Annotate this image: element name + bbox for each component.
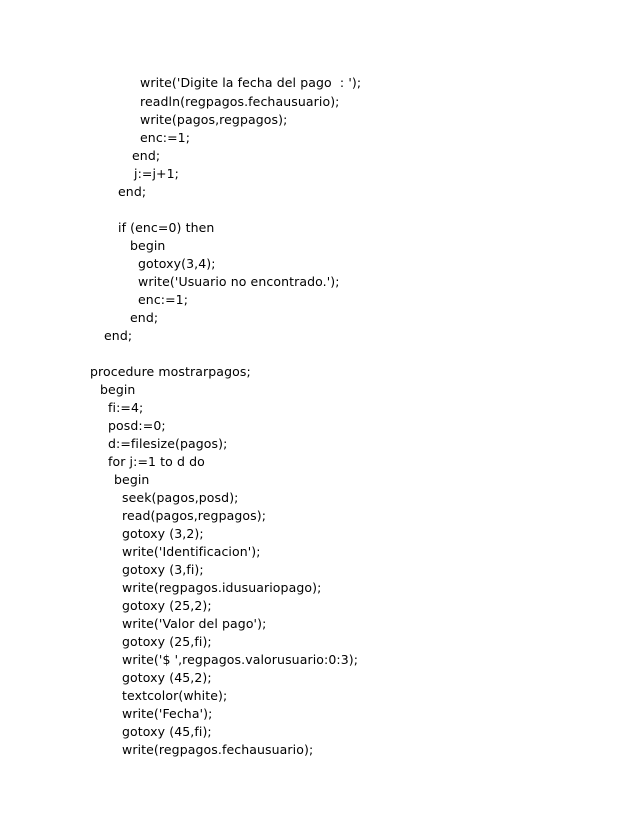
code-line: gotoxy (45,2); [122, 670, 212, 685]
code-line: readln(regpagos.fechausuario); [140, 94, 340, 109]
code-line: if (enc=0) then [118, 220, 215, 235]
code-line: gotoxy (25,fi); [122, 634, 212, 649]
code-line: procedure mostrarpagos; [90, 364, 251, 379]
code-line: read(pagos,regpagos); [122, 508, 267, 523]
code-line: end; [132, 148, 161, 163]
code-line: end; [130, 310, 159, 325]
code-line: write(regpagos.idusuariopago); [122, 580, 322, 595]
code-line: write(pagos,regpagos); [140, 112, 288, 127]
code-line: seek(pagos,posd); [122, 490, 239, 505]
code-line: write('Valor del pago'); [122, 616, 267, 631]
code-line: d:=filesize(pagos); [108, 436, 228, 451]
code-line: posd:=0; [108, 418, 166, 433]
code-line: gotoxy (3,2); [122, 526, 204, 541]
code-line: gotoxy (25,2); [122, 598, 212, 613]
code-line: end; [104, 328, 133, 343]
code-line: gotoxy(3,4); [138, 256, 216, 271]
code-line: write(regpagos.fechausuario); [122, 742, 314, 757]
code-line: gotoxy (3,fi); [122, 562, 204, 577]
code-line: write('Usuario no encontrado.'); [138, 274, 340, 289]
code-line: begin [114, 472, 150, 487]
code-line: j:=j+1; [134, 166, 179, 181]
code-line: begin [100, 382, 136, 397]
code-line: for j:=1 to d do [108, 454, 205, 469]
code-line: end; [118, 184, 147, 199]
code-line: write('Fecha'); [122, 706, 213, 721]
code-line: write('Digite la fecha del pago : '); [140, 75, 362, 90]
code-line: write('$ ',regpagos.valorusuario:0:3); [122, 652, 359, 667]
code-line: textcolor(white); [122, 688, 228, 703]
code-line: write('Identificacion'); [122, 544, 261, 559]
code-line: gotoxy (45,fi); [122, 724, 212, 739]
code-line: enc:=1; [140, 130, 191, 145]
code-line: enc:=1; [138, 292, 189, 307]
code-line: fi:=4; [108, 400, 144, 415]
code-line: begin [130, 238, 166, 253]
